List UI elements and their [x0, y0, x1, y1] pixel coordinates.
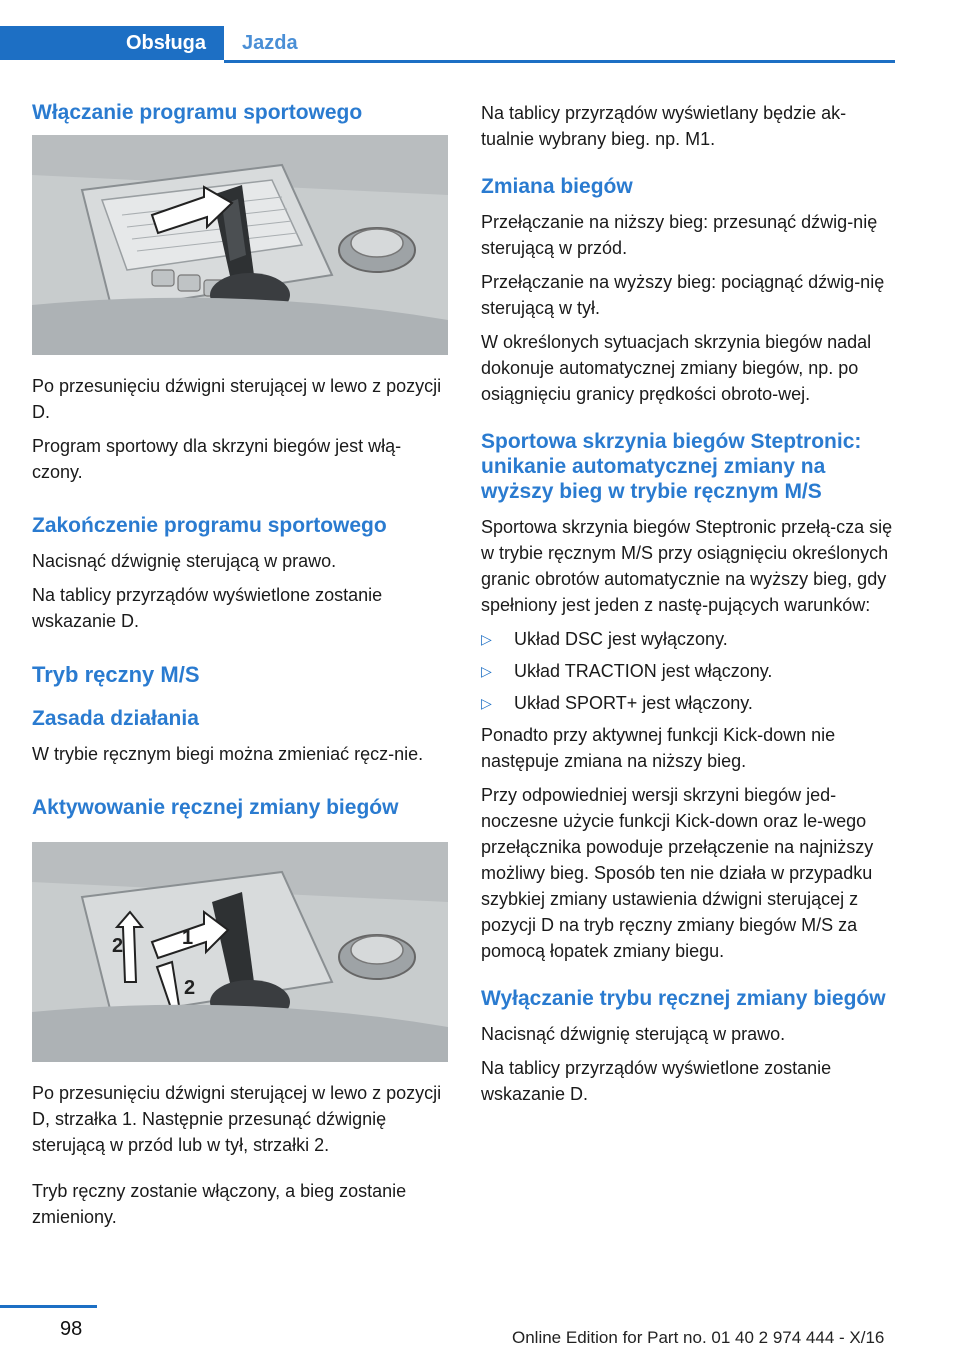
footer-rule: [0, 1305, 97, 1308]
fig2-label-2b: 2: [184, 977, 196, 999]
edition-note: Online Edition for Part no. 01 40 2 974 444 - X/16: [512, 1328, 885, 1347]
deactivate-text-2: Na tablicy przyrządów wyświetlone zostanie wskazanie D.: [481, 1058, 832, 1104]
figure-gear-lever-manual: [32, 842, 448, 1062]
triangle-bullet-icon: ▷: [481, 695, 492, 711]
heading-deactivate-manual: Wyłączanie trybu ręcznej zmiany biegów: [481, 987, 886, 1010]
tab-underline: [224, 60, 895, 63]
fig2-label-2a: 2: [112, 935, 124, 957]
heading-activate-manual: Aktywowanie ręcznej zmiany biegów: [32, 796, 399, 819]
page-number: 98: [60, 1318, 83, 1340]
fig2-caption-1: Po przesunięciu dźwigni sterującej w lewo z pozycji D, strzałka 1. Następnie przesunąć dźwignię sterującą w przód lub w tył, strzałki 2.: [32, 1083, 442, 1155]
deactivate-text-1: Nacisnąć dźwignię sterującą w prawo.: [481, 1024, 786, 1044]
section-tabbar: [0, 26, 895, 60]
heading-gear-change: Zmiana biegów: [481, 175, 633, 198]
fig2-label-1: 1: [182, 927, 194, 949]
heading-principle: Zasada działania: [32, 707, 199, 730]
list-item: ▷ Układ SPORT+ jest włączony.: [481, 690, 897, 716]
steptronic-text-2: Ponadto przy aktywnej funkcji Kick-down nie następuje zmiana na niższy bieg.: [481, 725, 836, 771]
change-text-3: W określonych sytuacjach skrzynia biegów nadal dokonuje automatycznej zmiany biegów, np. po osiągnięciu granicy prędkości obroto‐wej.: [481, 332, 872, 404]
sport-off-text-2: Na tablicy przyrządów wyświetlone zostanie wskazanie D.: [32, 585, 383, 631]
tab-jazda[interactable]: Jazda: [242, 32, 298, 54]
fig1-caption-2: Program sportowy dla skrzyni biegów jest włą‐czony.: [32, 436, 402, 482]
list-item: ▷ Układ DSC jest wyłączony.: [481, 626, 897, 652]
condition-list: [481, 626, 897, 716]
heading-manual-mode: Tryb ręczny M/S: [32, 662, 200, 687]
principle-text: W trybie ręcznym biegi można zmieniać ręcz‐nie.: [32, 744, 424, 764]
left-column: [32, 100, 448, 1238]
heading-sport-on: Włączanie programu sportowego: [32, 101, 363, 124]
fig1-caption-1: Po przesunięciu dźwigni sterującej w lewo z pozycji D.: [32, 376, 442, 422]
fig2-caption-2: Tryb ręczny zostanie włączony, a bieg zostanie zmieniony.: [32, 1181, 407, 1227]
triangle-bullet-icon: ▷: [481, 663, 492, 679]
sport-off-text-1: Nacisnąć dźwignię sterującą w prawo.: [32, 551, 337, 571]
right-column: [481, 100, 897, 1115]
tab-obsluga[interactable]: Obsługa: [0, 26, 224, 60]
display-text: Na tablicy przyrządów wyświetlany będzie ak‐tualnie wybrany bieg. np. M1.: [481, 103, 847, 149]
change-text-2: Przełączanie na wyższy bieg: pociągnąć dźwig‐nię sterującą w tył.: [481, 272, 885, 318]
list-item: ▷ Układ TRACTION jest włączony.: [481, 658, 897, 684]
steptronic-text-1: Sportowa skrzynia biegów Steptronic przełą‐cza się w trybie ręcznym M/S przy osiągnięciu określonych granic obrotów automatycznie na wyższy bieg, gdy spełniony jest jeden z nastę‐pujących warunków:: [481, 517, 893, 615]
heading-sport-off: Zakończenie programu sportowego: [32, 514, 387, 537]
triangle-bullet-icon: ▷: [481, 631, 492, 647]
figure-gear-lever-sport: [32, 135, 448, 355]
steptronic-text-3: Przy odpowiedniej wersji skrzyni biegów jed‐noczesne użycie funkcji Kick-down oraz le‐wego przełącznika powoduje przełączenie na najniższy możliwy bieg. Sposób ten nie działa w przypadku szybkiej zmiany ustawienia dźwigni sterującej z pozycji D na tryb ręczny zmiany biegów M/S za pomocą łopatek zmiany biegu.: [481, 785, 874, 961]
change-text-1: Przełączanie na niższy bieg: przesunąć dźwig‐nię sterującą w przód.: [481, 212, 878, 258]
heading-steptronic: Sportowa skrzynia biegów Steptronic: unikanie automatycznej zmiany na wyższy bieg w trybie ręcznym M/S: [481, 430, 862, 503]
